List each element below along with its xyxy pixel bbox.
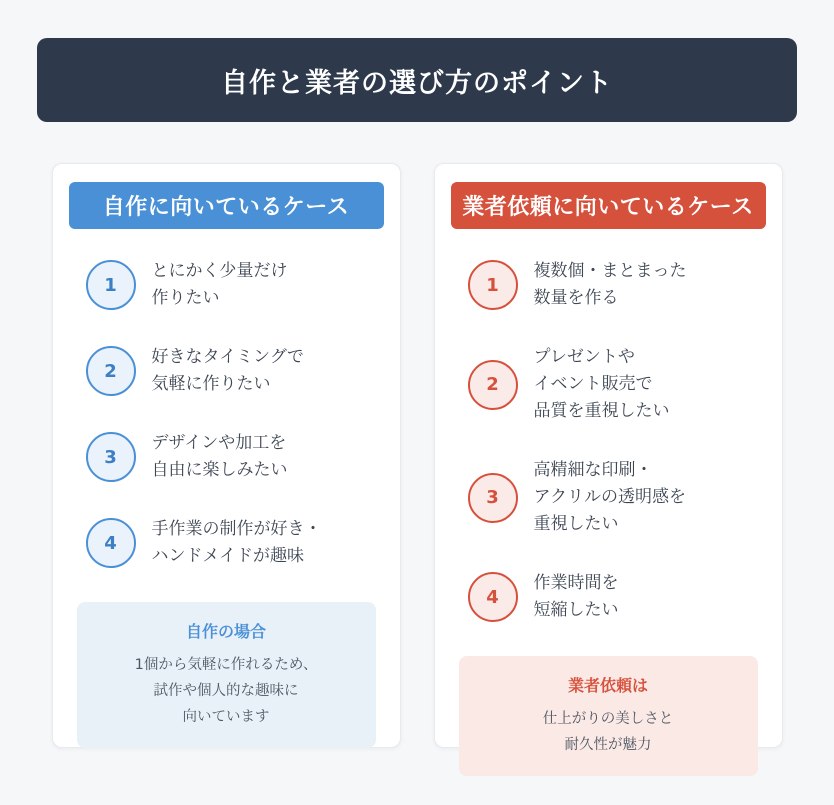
number-badge: 3 [86, 432, 136, 482]
item-text [534, 570, 619, 624]
main-title-bar [37, 38, 797, 122]
page-title: 自作と業者の選び方のポイント [221, 67, 613, 99]
item-text-line: 複数個・まとまった [533, 261, 687, 281]
number-badge: 4 [468, 572, 518, 622]
diy-card [52, 163, 401, 748]
note-body-line: 1個から気軽に作れるため、 [134, 657, 318, 673]
item-text-line: 好きなタイミングで [151, 347, 304, 367]
list-item [468, 457, 762, 538]
number-badge: 1 [86, 260, 136, 310]
list-item [86, 430, 380, 484]
diy-card-header: 自作に向いているケース [69, 182, 384, 229]
note-body-line: 仕上がりの美しさと [542, 711, 674, 727]
number-badge: 2 [86, 346, 136, 396]
vendor-item-list [451, 258, 766, 656]
item-text-line: 短縮したい [533, 600, 619, 620]
item-text-line: 気軽に作りたい [151, 374, 271, 394]
list-item [468, 258, 762, 312]
item-text-line: ハンドメイドが趣味 [151, 546, 304, 566]
item-text-line: デザインや加工を [151, 433, 287, 453]
diy-summary-note [77, 602, 376, 748]
item-text-line: 作業時間を [533, 573, 619, 593]
item-text-line: 高精細な印刷・ [533, 460, 653, 480]
item-text-line: 手作業の制作が好き・ [151, 519, 322, 539]
list-item [86, 258, 380, 312]
number-badge: 2 [468, 360, 518, 410]
number-badge: 3 [468, 473, 518, 523]
item-text [152, 344, 304, 398]
note-body-line: 試作や個人的な趣味に [153, 683, 299, 699]
item-text [534, 344, 670, 425]
item-text [534, 457, 687, 538]
item-text [152, 516, 322, 570]
note-title: 自作の場合 [185, 622, 266, 641]
number-badge: 4 [86, 518, 136, 568]
item-text-line: 品質を重視したい [533, 401, 670, 421]
vendor-summary-note [459, 656, 758, 776]
note-body [471, 706, 746, 758]
note-body [89, 652, 364, 730]
note-body-line: 向いています [182, 709, 270, 725]
list-item [86, 344, 380, 398]
list-item [468, 570, 762, 624]
number-badge: 1 [468, 260, 518, 310]
list-item [468, 344, 762, 425]
item-text [152, 258, 288, 312]
item-text-line: イベント販売で [533, 374, 653, 394]
item-text [152, 430, 288, 484]
vendor-card-header: 業者依頼に向いているケース [451, 182, 766, 229]
vendor-card [434, 163, 783, 753]
note-title: 業者依頼は [567, 676, 648, 695]
item-text-line: 自由に楽しみたい [151, 460, 288, 480]
item-text [534, 258, 687, 312]
item-text-line: とにかく少量だけ [151, 261, 288, 281]
item-text-line: プレゼントや [533, 347, 635, 367]
item-text-line: アクリルの透明感を [533, 487, 686, 507]
diy-item-list [69, 258, 384, 602]
item-text-line: 重視したい [533, 514, 619, 534]
item-text-line: 数量を作る [533, 288, 619, 308]
comparison-columns [0, 163, 834, 753]
note-body-line: 耐久性が魅力 [564, 737, 652, 753]
list-item [86, 516, 380, 570]
item-text-line: 作りたい [151, 288, 220, 308]
